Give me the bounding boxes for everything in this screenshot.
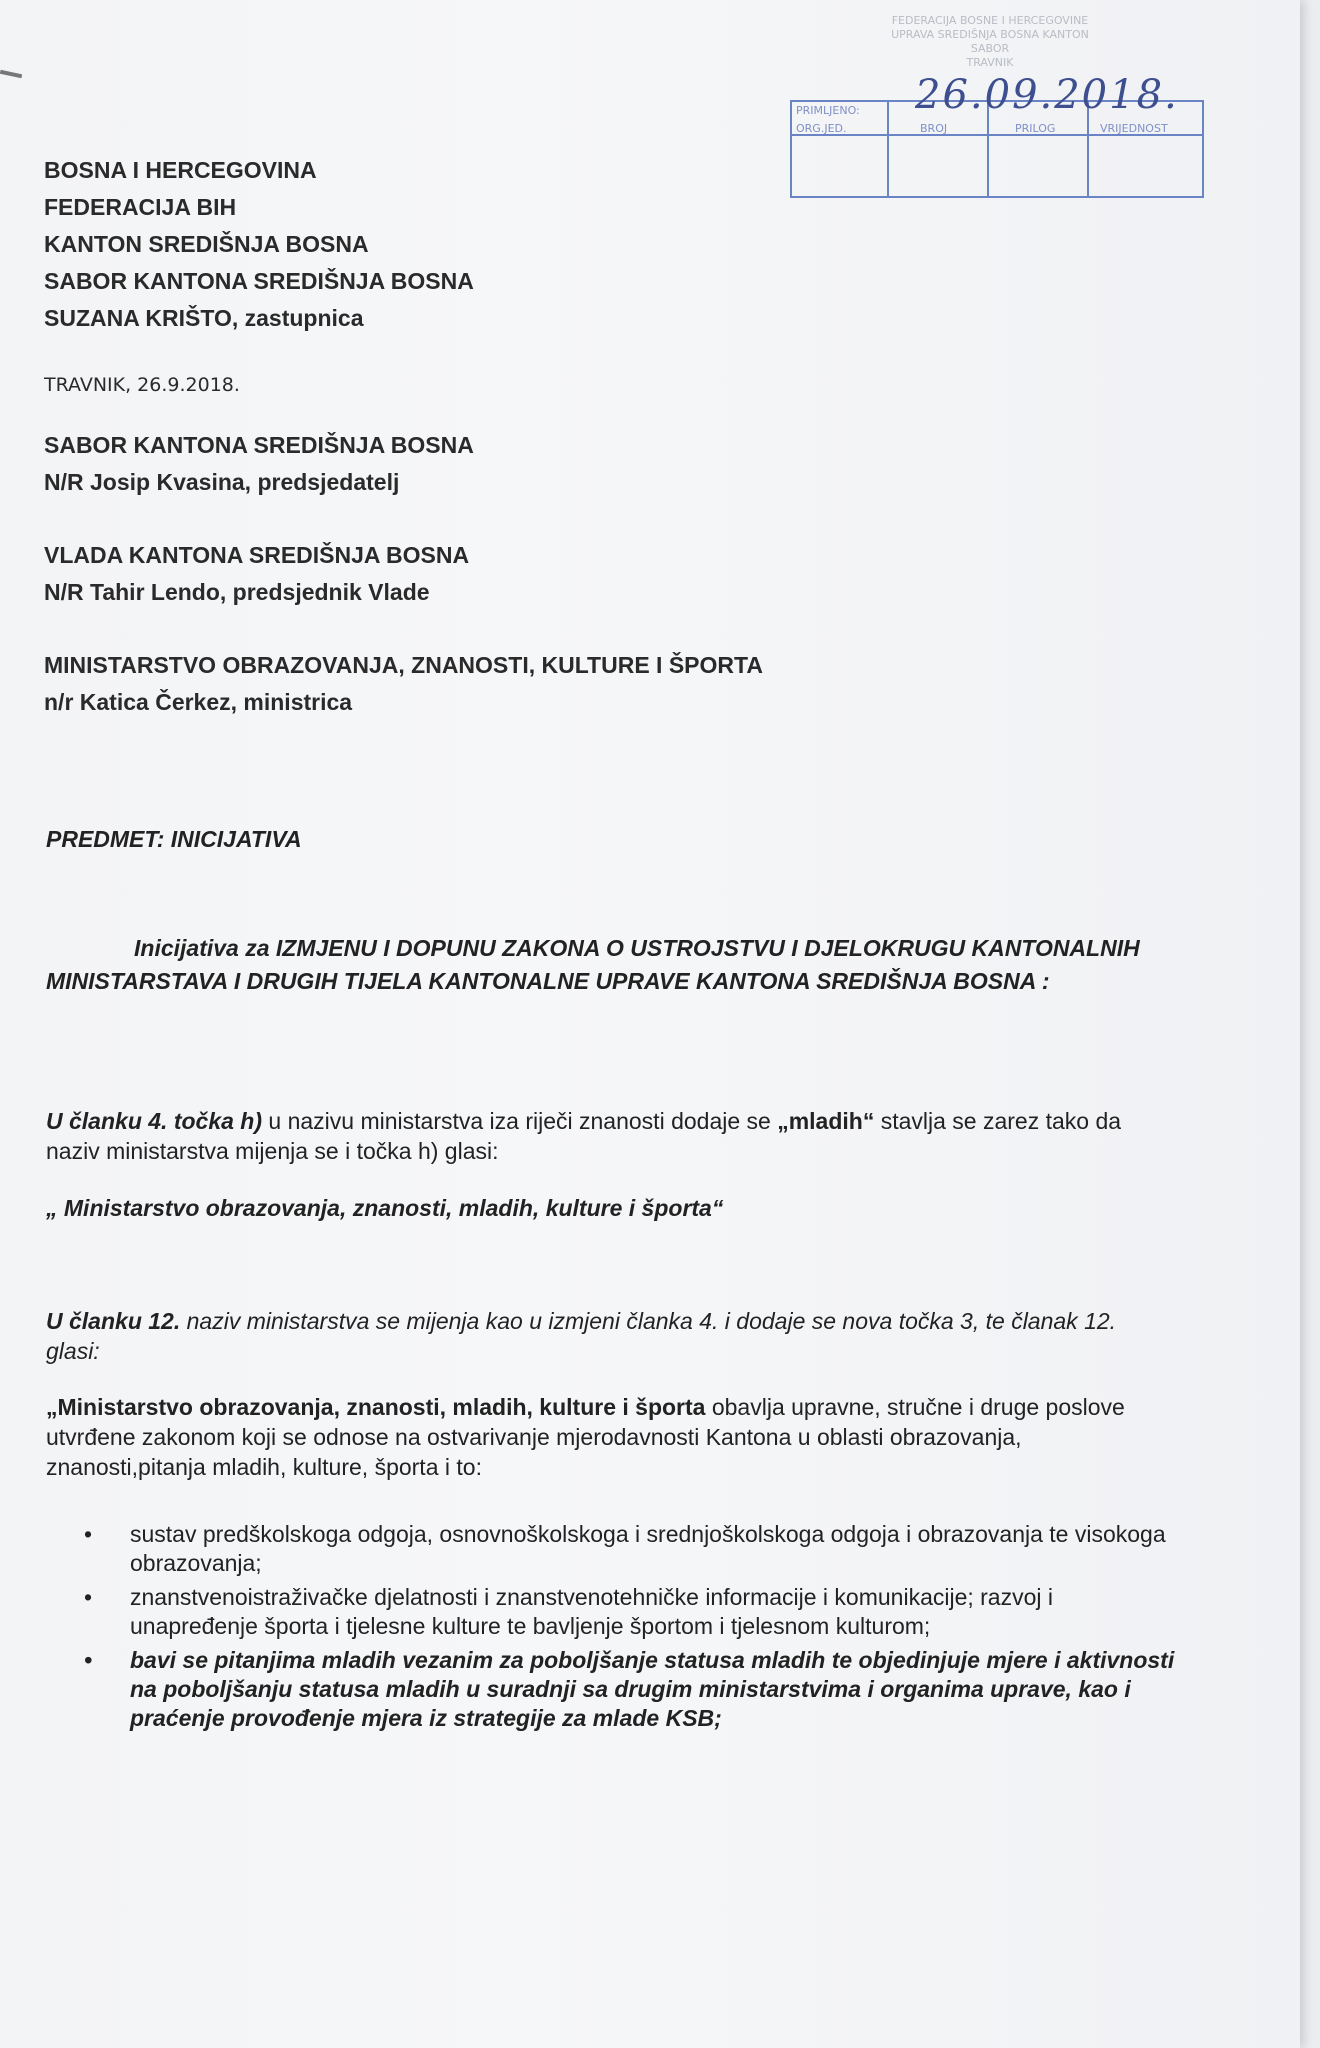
paper-clip-mark	[0, 70, 22, 78]
list-item	[84, 1583, 1184, 1641]
recipient-2	[44, 537, 469, 611]
bullet-icon: •	[84, 1647, 93, 1673]
ministry-name: „Ministarstvo obrazovanja, znanosti, mladih, kulture i športa	[46, 1394, 706, 1420]
scope-list	[84, 1520, 1184, 1738]
list-item-text: znanstvenoistraživačke djelatnosti i znanstvenotehničke informacije i komunikacije; razvoj i unapređenje športa i tjelesne kulture te bavljenje športom i tjelesnom kulturom;	[130, 1584, 1053, 1639]
stamp-ghost-text	[800, 14, 1180, 70]
paragraph-article-12	[46, 1306, 1176, 1366]
place-date: TRAVNIK, 26.9.2018.	[44, 374, 240, 396]
bullet-icon: •	[84, 1521, 93, 1547]
ghost-line: TRAVNIK	[966, 56, 1014, 69]
paragraph-ministry-scope	[46, 1392, 1176, 1482]
list-item-text: sustav predškolskoga odgoja, osnovnoškolskoga i srednjoškolskoga odgoja i obrazovanja te visokoga obrazovanja;	[130, 1521, 1166, 1576]
sender-line: SABOR KANTONA SREDIŠNJA BOSNA	[44, 268, 474, 294]
list-item-text: bavi se pitanjima mladih vezanim za poboljšanje statusa mladih te objedinjuje mjere i aktivnosti na poboljšanju statusa mladih u suradnji sa drugim ministarstvima i organima uprave, kao i praćenje provođenje mjera iz strategije za mlade KSB;	[130, 1647, 1175, 1731]
emphasis-word: „mladih“	[777, 1108, 875, 1134]
sender-line: SUZANA KRIŠTO, zastupnica	[44, 305, 364, 331]
sender-line: FEDERACIJA BIH	[44, 194, 237, 220]
sender-line: BOSNA I HERCEGOVINA	[44, 157, 317, 183]
recipient-3	[44, 647, 763, 721]
recipient-attn: N/R Tahir Lendo, predsjednik Vlade	[44, 579, 430, 605]
ghost-line: FEDERACIJA BOSNE I HERCEGOVINE	[891, 14, 1089, 27]
initiative-title-text: Inicijativa za IZMJENU I DOPUNU ZAKONA O USTROJSTVU I DJELOKRUGU KANTONALNIH MINISTARSTAVA I DRUGIH TIJELA KANTONALNE UPRAVE KANTONA SREDIŠNJA BOSNA :	[46, 935, 1140, 994]
ministry-name-quote: „ Ministarstvo obrazovanja, znanosti, mladih, kulture i športa“	[46, 1195, 724, 1221]
initiative-title	[46, 932, 1146, 998]
recipient-1	[44, 427, 474, 501]
subject-line: PREDMET: INICIJATIVA	[46, 826, 302, 852]
ghost-line: SABOR	[970, 42, 1010, 55]
recipient-name: SABOR KANTONA SREDIŠNJA BOSNA	[44, 432, 474, 458]
stamp-date: 26.09.2018.	[915, 72, 1179, 118]
stamp-label: BROJ	[920, 122, 948, 135]
sender-block	[44, 152, 474, 337]
bullet-icon: •	[84, 1584, 93, 1610]
recipient-attn: n/r Katica Čerkez, ministrica	[44, 689, 353, 715]
recipient-name: MINISTARSTVO OBRAZOVANJA, ZNANOSTI, KULTURE I ŠPORTA	[44, 652, 763, 678]
received-stamp	[790, 72, 1205, 198]
stamp-label: PRILOG	[1015, 122, 1056, 135]
article-ref: U članku 4. točka h)	[46, 1108, 263, 1134]
article-ref: U članku 12.	[46, 1308, 181, 1334]
sender-line: KANTON SREDIŠNJA BOSNA	[44, 231, 369, 257]
recipient-name: VLADA KANTONA SREDIŠNJA BOSNA	[44, 542, 470, 568]
stamp-label: ORG.JED.	[796, 122, 847, 135]
stamp-label: VRIJEDNOST	[1100, 122, 1168, 135]
recipient-attn: N/R Josip Kvasina, predsjedatelj	[44, 469, 400, 495]
ghost-line: UPRAVA SREDIŠNJA BOSNA KANTON	[891, 28, 1089, 41]
paragraph-article-4	[46, 1106, 1176, 1166]
stamp-label: PRIMLJENO:	[796, 104, 860, 117]
list-item	[84, 1520, 1184, 1578]
paragraph-text: naziv ministarstva se mijenja kao u izmjeni članka 4. i dodaje se nova točka 3, te članak 12. glasi:	[46, 1308, 1117, 1364]
list-item	[84, 1646, 1184, 1733]
paragraph-text: u nazivu ministarstva iza riječi znanosti dodaje se	[262, 1108, 778, 1134]
paragraph-text: obavlja upravne, stručne i druge poslove utvrđene zakonom koji se odnose na ostvarivanje mjerodavnosti Kantona u oblasti obrazovanja, znanosti,pitanja mladih, kulture, športa i to:	[46, 1394, 1125, 1480]
paragraph-text: stavlja se zarez tako da naziv ministarstva mijenja se i točka h) glasi:	[46, 1108, 1122, 1164]
